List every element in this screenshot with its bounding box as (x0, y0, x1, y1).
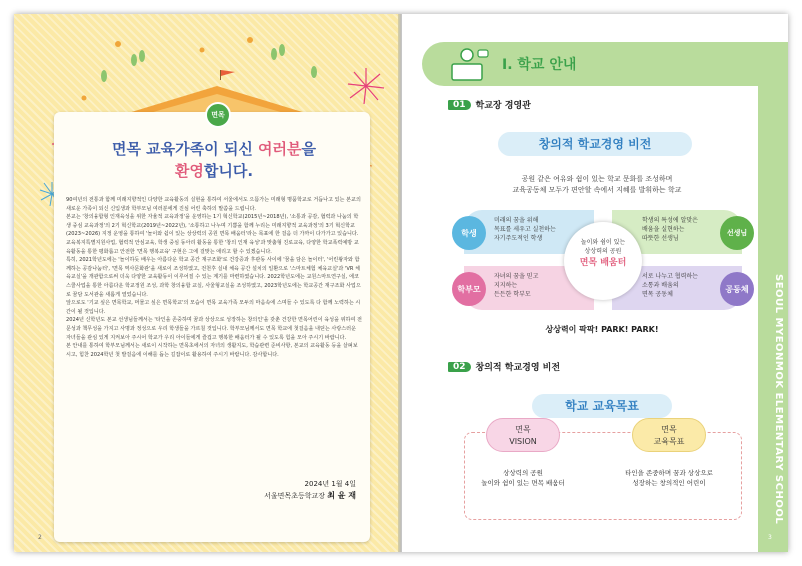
goal-banner: 학교 교육목표 (532, 394, 672, 418)
quadrant-line: 든든한 학부모 (494, 291, 531, 298)
center-line: 상상력의 공원 (584, 248, 622, 255)
section-heading-text: 학교장 경영관 (475, 101, 531, 111)
quadrant-line: 배움을 실현하는 (642, 226, 685, 233)
right-page (402, 14, 788, 552)
section-number: 01 (448, 100, 471, 110)
page-number-left: 2 (38, 534, 42, 541)
letter-paragraph: 90여년의 전통과 함께 미래지향적인 다양한 교육활동의 실현을 통하여 서울에서도 으뜸가는 미래형 명품학교로 거듭나고 있는 본교의 새로운 가족이 되신 신입생과 학부모님 여러분에게 진심 어린 축하의 말씀을 드립니다. (66, 197, 361, 212)
booklet-spread (14, 14, 788, 552)
goal-pill (632, 418, 706, 452)
left-page (14, 14, 400, 552)
section-02-heading (448, 360, 560, 373)
section-number: 02 (448, 362, 471, 372)
pill-line: VISION (509, 437, 537, 446)
pill-line: 면목 (515, 425, 531, 434)
quadrant-line: 미래의 꿈을 위해 (494, 217, 539, 224)
vision-description (462, 174, 732, 196)
section-title: Ⅰ. 학교 안내 (502, 57, 577, 73)
school-motto: 상상력이 팍팍! PARK! PARK! (545, 325, 659, 334)
vision-text-line: 놀이와 쉼이 있는 면목 배움터 (481, 479, 565, 487)
letter-date: 2024년 1월 4일 (304, 480, 356, 488)
quadrant-line: 서로 나누고 협력하는 (642, 273, 698, 280)
flag-icon (220, 70, 236, 80)
signer-title: 서울면목초등학교장 (264, 492, 328, 500)
pill-line: 면목 (661, 425, 677, 434)
goal-text (604, 468, 734, 488)
signature-block (264, 478, 356, 502)
tag-parent: 학부모 (452, 272, 486, 306)
school-logo: 면목 (205, 102, 231, 128)
quadrant-line: 학생의 특성에 알맞은 (642, 217, 698, 224)
title-part: 을 (301, 140, 317, 158)
vision-text (458, 468, 588, 488)
quadrant-line: 면목 공동체 (642, 291, 673, 298)
vision-center-circle (564, 222, 642, 300)
welcome-title (74, 138, 354, 182)
welcome-letter (66, 196, 362, 359)
pill-line: 교육목표 (653, 437, 685, 446)
letter-paragraph: 본교는 '창의융합형 인재육성을 위한 자율적 교육과정'을 운영하는 1기 혁신학교(2015년~2018년), '소통과 공감, 협력과 나눔의 학생 중심 교육과정'의 2기 혁신학교(2019년~2022년), '소통하고 나누며 기쁨을 함께 누리는 미래지향적 교육과정'의 3기 혁신학교(2023~2026) 지정 운영을 통하여 '놀이와 쉼이 있는 상상력의 공원 면목 배움터'라는 목표에 한 걸음 더 가까이 다가가고 있습니다. (66, 214, 359, 238)
title-part: 합니다. (203, 162, 254, 180)
title-part: 면목 교육가족 (111, 140, 205, 158)
section-01-heading (448, 98, 531, 111)
page-number-right: 3 (768, 534, 772, 541)
title-highlight: 환영 (174, 162, 204, 180)
letter-paragraph: 본 안내를 통하여 학부모님께서는 새로이 시작하는 면목초에서의 자녀의 생활지도, 학습관련 준비사항, 본교의 교육활동 등을 살펴보시고, 힘찬 2024학년 첫 발걸음에 이해를 돕는 길잡이로 활용하여 주시기 바랍니다. 감사합니다. (66, 343, 358, 358)
tag-student: 학생 (452, 216, 486, 250)
section-heading-text: 창의적 학교경영 비전 (475, 363, 561, 373)
quadrant-line: 지지하는 (494, 282, 518, 289)
letter-paragraph: 앞으로도 '기교 싶은 면목학교, 머물고 싶은 면목학교'의 모습이 면목 교육가족 모두의 마음속에 스며들 수 있도록 다 함께 노력하는 시간이 될 것입니다. (66, 300, 361, 315)
signer-name: 최 윤 재 (327, 491, 356, 500)
title-highlight: 여러분 (258, 140, 302, 158)
vision-pill (486, 418, 560, 452)
signer (264, 490, 356, 502)
vision-description-line: 공원 같은 여유와 쉼이 있는 학교 문화를 조성하며 (521, 175, 673, 183)
teacher-icon (450, 46, 490, 82)
side-text: SEOUL MYEONMOK ELEMENTARY SCHOOL (773, 274, 784, 525)
letter-paragraph: 특히, 2021학년도에는 '놀이하듯 배우는 아름다운 학교 공간 재구조화'로 건강증과 후관동 사이에 '꿈을 담은 놀이터', '어린왕자와 함께하는 공감나눔터', '면목 역사문화관'을 새로이 조성하였고, 전천후 실내 체육 공간 설치의 일환으로 '스마트체험 체육교실'과 'VR 체육교실'을 개관함으로써 더욱 다양한 교육활동이 이루어질 수 있는 계기를 마련하였습니다. 2022학년도에는 교원스마트연구실, 에코스쿨사업을 통한 아름다운 학교정원 조성, 과학 창의융합 교실, 사울형교실을 조성하였고, 2023학년도에는 학교공간 재구조화 사업으로 꿈담 도서관을 새롭게 열었습니다. (66, 257, 361, 298)
tag-community: 공동체 (720, 272, 754, 306)
tag-teacher: 선생님 (720, 216, 754, 250)
title-part: 이 되신 (204, 140, 259, 158)
quadrant-line: 자녀의 꿈을 믿고 (494, 273, 539, 280)
letter-paragraph: 2024년 신학년도 본교 선생님들께서는 '타인을 존중하며 꿈과 상상으로 성장하는 창의인'을 갖춘 건강한 면목어린이 육성을 위하여 전문성과 책무성을 가지고 사명과 정성으로 우리 학생들을 가르칠 것입니다. 학부모님께서도 면목 학교에 첫걸음을 내딛는 사랑스러운 자녀들을 관심 있게 지켜보아 주시어 학교가 우리 아이들에게 즐겁고 행복한 배움터가 될 수 있도록 힘을 모아 주시기 바랍니다. (66, 317, 362, 341)
quadrant-line: 소통과 배움의 (642, 282, 679, 289)
goal-text-line: 타인을 존중하며 꿈과 상상으로 (625, 469, 713, 477)
quadrant-line: 목표를 세우고 실천하는 (494, 226, 556, 233)
letter-paragraph: 교육복지특별지원사업, 협력적 안심교육, 학생 중심 동아리 활동을 통한 '창의 인재 육성'과 맞춤형 진로교육, 다양한 학교폭력예방 교육활동을 통한 평화롭고 안전한 '면목 행복교육' 구현은 그에 걸맞는 애리고 할 수 있겠습니다. (66, 239, 359, 255)
vision-text-line: 상상력의 공원 (503, 469, 543, 477)
center-line: 놀이와 쉼이 있는 (580, 239, 626, 246)
quadrant-line: 자기주도적인 학생 (494, 235, 543, 242)
quadrant-line: 따뜻한 선생님 (642, 235, 679, 242)
vision-banner: 창의적 학교경영 비전 (498, 132, 692, 156)
section-header-band-tail (742, 42, 788, 86)
vision-description-line: 교육공동체 모두가 편안할 속에서 지혜를 발휘하는 학교 (512, 186, 682, 194)
center-name: 면목 배움터 (579, 258, 627, 268)
goal-text-line: 성장하는 창의적인 어린이 (632, 479, 706, 487)
